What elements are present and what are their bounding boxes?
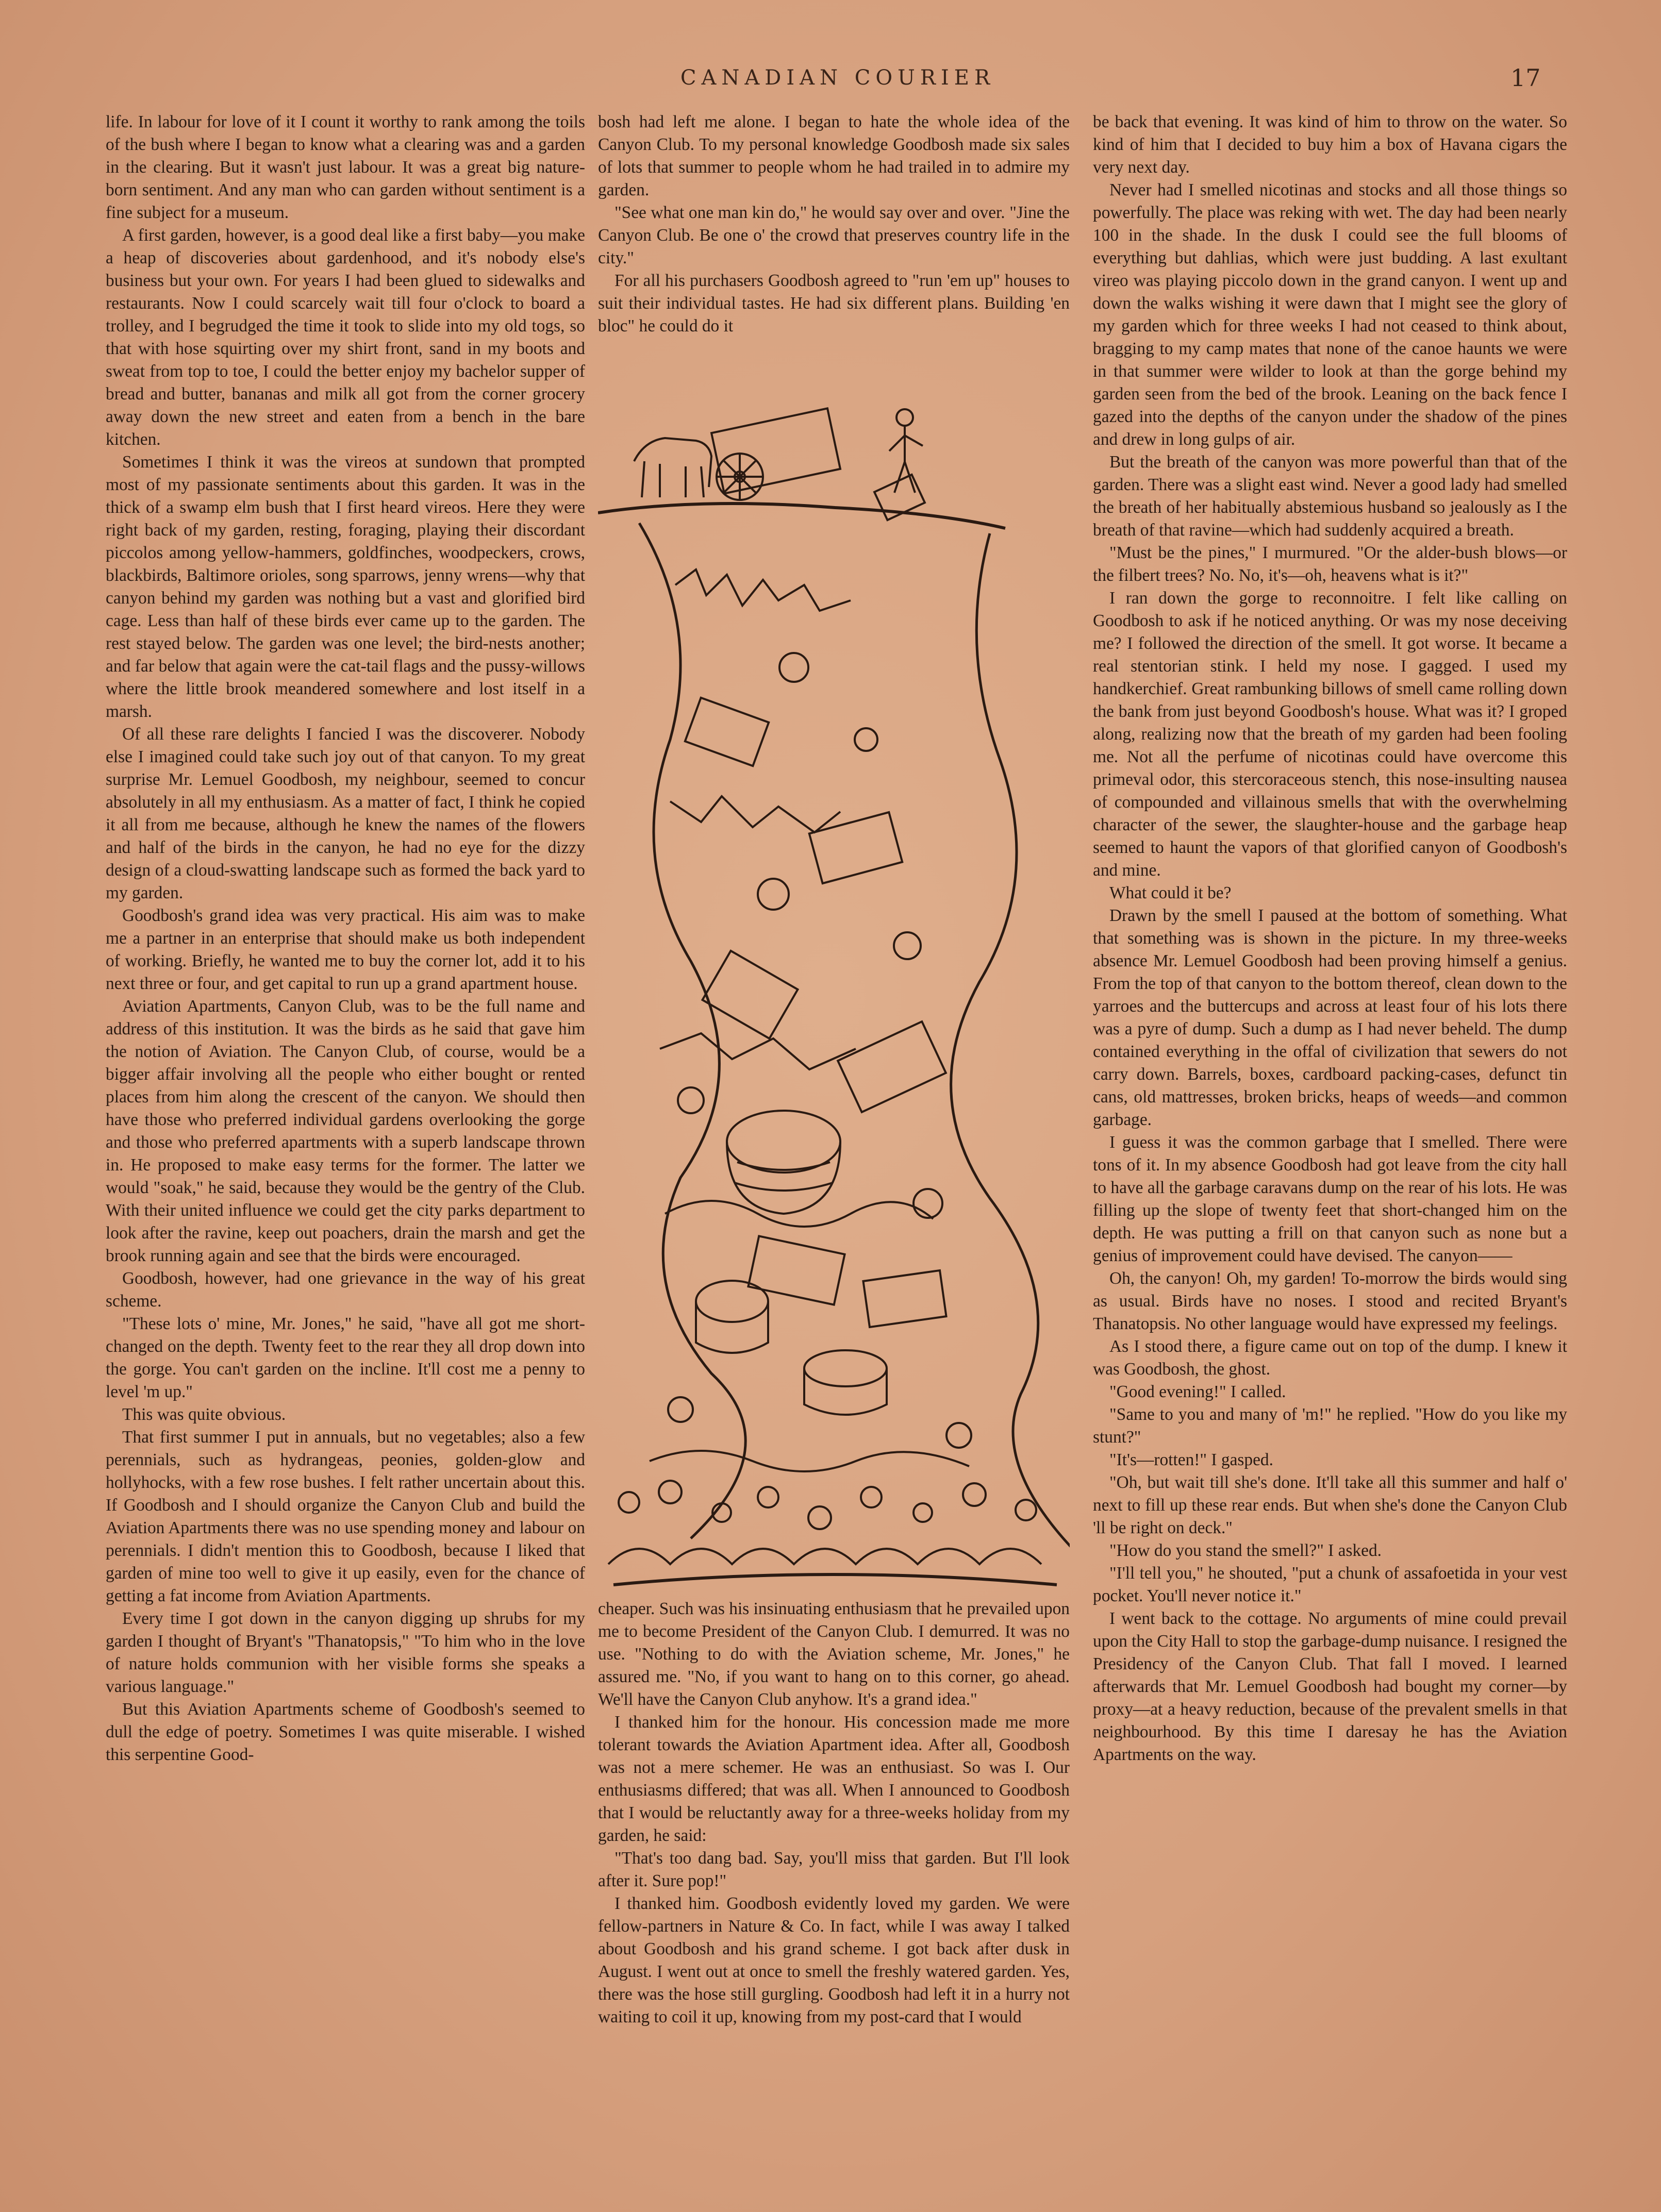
paragraph: "How do you stand the smell?" I asked. — [1109, 1541, 1382, 1560]
paragraph: Oh, the canyon! Oh, my garden! To-morrow the birds would sing as usual. Birds have no noses. I stood and recited Bryant's Thanatopsis. No other language would have expressed my feelings. — [1093, 1269, 1567, 1333]
paragraph: That first summer I put in annuals, but no vegetables; also a few perennials, such as hydrangeas, peonies, golden-glow and hollyhocks, with a few rose bushes. I felt rather uncertain about this. If Goodbosh and I should organize the Canyon Club and build the Aviation Apartments there was no use spending money and labour on perennials. I didn't mention this to Goodbosh, because I liked that garden of mine too well to give it up easily, even for the chance of getting a fat income from Aviation Apartments. — [106, 1428, 585, 1605]
paragraph: I guess it was the common garbage that I smelled. There were tons of it. In my absence Goodbosh had got leave from the city hall to have all the garbage caravans dump on the rear of his lots. He was filling up the slope of twenty feet that short-changed him on the depth. He was putting a frill on that canyon such as none but a genius of improvement could have devised. The canyon—— — [1093, 1133, 1567, 1265]
article-column-1 — [106, 111, 585, 1766]
article-column-2-top — [598, 111, 1070, 338]
paragraph: I thanked him. Goodbosh evidently loved my garden. We were fellow-partners in Nature & Co. In fact, while I was away I talked about Goodbosh and his grand scheme. I got back after dusk in August. I went out at once to smell the freshly watered garden. Yes, there was the hose still gurgling. Goodbosh had left it in a hurry not waiting to coil it up, knowing from my post-card that I would — [598, 1894, 1070, 2026]
paragraph: Every time I got down in the canyon digging up shrubs for my garden I thought of Bryant's "Thanatopsis," "To him who in the love of nature holds communion with her visible forms she speaks a various language." — [106, 1609, 585, 1696]
paragraph: A first garden, however, is a good deal like a first baby—you make a heap of discoveries about gardenhood, and it's nobody else's business but your own. For years I had been glued to sidewalks and restaurants. Now I could scarcely wait till four o'clock to board a trolley, and I begrudged the time it took to slide into my old togs, so that with hose squirting over my shirt front, sand in my boots and sweat from top to toe, I could the better enjoy my bachelor supper of bread and butter, bananas and milk all got from the corner grocery away down the new street and eaten from a bench in the bare kitchen. — [106, 226, 585, 449]
paragraph: "These lots o' mine, Mr. Jones," he said, "have all got me short-changed on the depth. Twenty feet to the rear they all drop down into the gorge. You can't garden on the incline. It'll cost me a penny to level 'm up." — [106, 1314, 585, 1401]
paragraph: But the breath of the canyon was more powerful than that of the garden. There was a slight east wind. Never a good lady had smelled the breath of her habitually abstemious husband so jealously as I the breath of that ravine—which had suddenly acquired a breath. — [1093, 453, 1567, 540]
paragraph: This was quite obvious. — [122, 1405, 286, 1424]
paragraph: "Must be the pines," I murmured. "Or the alder-bush blows—or the filbert trees? No. No, it's—oh, heavens what is it?" — [1093, 543, 1567, 585]
paragraph: Goodbosh's grand idea was very practical. His aim was to make me a partner in an enterprise that should make us both independent of working. Briefly, he wanted me to buy the corner lot, add it to his next three or four, and get capital to run up a grand apartment house. — [106, 906, 585, 993]
dump-sketch — [598, 408, 1070, 1585]
article-column-2-bottom — [598, 1598, 1070, 2029]
paragraph: But this Aviation Apartments scheme of Goodbosh's seemed to dull the edge of poetry. Sometimes I was quite miserable. I wished this serpentine Good- — [106, 1700, 585, 1764]
publication-title: CANADIAN COURIER — [680, 66, 995, 90]
garbage-dump-illustration — [598, 379, 1070, 1595]
garbage-dump-drawing — [598, 379, 1070, 1595]
paragraph: bosh had left me alone. I began to hate the whole idea of the Canyon Club. To my personal knowledge Goodbosh made six sales of lots that summer to people whom he had trailed in to admire my garden. — [598, 112, 1070, 199]
paragraph: For all his purchasers Goodbosh agreed to "run 'em up" houses to suit their individual tastes. He had six different plans. Building 'en bloc" he could do it — [598, 271, 1070, 336]
paragraph: "That's too dang bad. Say, you'll miss that garden. But I'll look after it. Sure pop!" — [598, 1849, 1070, 1890]
paragraph: As I stood there, a figure came out on top of the dump. I knew it was Goodbosh, the ghost. — [1093, 1337, 1567, 1379]
paragraph: cheaper. Such was his insinuating enthusiasm that he prevailed upon me to become President of the Canyon Club. I demurred. It was no use. "Nothing to do with the Aviation scheme, Mr. Jones," he assured me. "No, if you want to hang on to this corner, go ahead. We'll have the Canyon Club anyhow. It's a grand idea." — [598, 1599, 1070, 1709]
paragraph: "Same to you and many of 'm!" he replied. "How do you like my stunt?" — [1093, 1405, 1567, 1447]
paragraph: be back that evening. It was kind of him to throw on the water. So kind of him that I decided to buy him a box of Havana cigars the very next day. — [1093, 112, 1567, 177]
paragraph: What could it be? — [1109, 883, 1232, 902]
paragraph: Aviation Apartments, Canyon Club, was to be the full name and address of this institution. It was the birds as he said that gave him the notion of Aviation. The Canyon Club, of course, would be a bigger affair involving all the people who either bought or rented places from him along the crescent of the canyon. We should then have those who preferred individual gardens overlooking the gorge and those who preferred apartments with a superb landscape thrown in. He proposed to make easy terms for the former. The latter we would "soak," he said, because they would be the gentry of the Club. With their united influence we could get the city parks department to look after the ravine, keep out poachers, drain the marsh and get the brook running again and see that the birds were encouraged. — [106, 997, 585, 1265]
paragraph: "I'll tell you," he shouted, "put a chunk of assafoetida in your vest pocket. You'll never notice it." — [1093, 1564, 1567, 1605]
paragraph: "Oh, but wait till she's done. It'll take all this summer and half o' next to fill up these rear ends. But when she's done the Canyon Club 'll be right on deck." — [1093, 1473, 1567, 1537]
paragraph: Never had I smelled nicotinas and stocks and all those things so powerfully. The place was reking with wet. The day had been nearly 100 in the shade. In the dusk I could see the full blooms of everything but dahlias, which were just budding. A last exultant vireo was playing piccolo down in the grand canyon. I went up and down the walks wishing it were dawn that I might see the glory of my garden which for three weeks I had not ceased to think about, bragging to my camp mates that none of the canoe haunts we were in that summer were wilder to look at than the gorge behind my garden seen from the bed of the brook. Leaning on the back fence I gazed into the depths of the canyon under the shadow of the pines and drew in long gulps of air. — [1093, 180, 1567, 449]
page-header — [0, 66, 1661, 97]
flower-bed-sketch — [608, 1481, 1057, 1585]
paragraph: "It's—rotten!" I gasped. — [1109, 1450, 1273, 1469]
paragraph: Sometimes I think it was the vireos at sundown that prompted most of my passionate sentiments about this garden. It was in the thick of a swamp elm bush that I first heard vireos. Here they were right back of my garden, resting, foraging, playing their discordant piccolos among yellow-hammers, goldfinches, woodpeckers, crows, blackbirds, Baltimore orioles, song sparrows, jenny wrens—why that canyon behind my garden was nothing but a vast and glorified bird cage. Less than half of these birds ever came up to the garden. The rest stayed below. The garden was one level; the bird-nests another; and far below that again were the cat-tail flags and the pussy-willows where the little brook meandered somewhere and lost itself in a marsh. — [106, 453, 585, 721]
man-head-sketch — [896, 409, 913, 426]
paragraph: I thanked him for the honour. His concession made me more tolerant towards the Aviation Apartment idea. After all, Goodbosh was not a mere schemer. He was an enthusiast. So was I. Our enthusiasms differed; that was all. When I announced to Goodbosh that I would be reluctantly away for a three-weeks holiday from my garden, he said: — [598, 1713, 1070, 1845]
paragraph: Of all these rare delights I fancied I was the discoverer. Nobody else I imagined could take such joy out of that canyon. To my great surprise Mr. Lemuel Goodbosh, my neighbour, seemed to concur absolutely in all my enthusiasm. As a matter of fact, I think he copied it all from me because, although he knew the names of the flowers and half of the birds in the canyon, he had no eye for the dizzy design of a cloud-swatting landscape such as formed the back yard to my garden. — [106, 725, 585, 902]
paragraph: I went back to the cottage. No arguments of mine could prevail upon the City Hall to stop the garbage-dump nuisance. I resigned the Presidency of the Canyon Club. That fall I moved. I learned afterwards that Mr. Lemuel Goodbosh had bought my corner—by proxy—at a heavy reduction, because of the prevalent smells in that neighbourhood. By this time I daresay he has the Aviation Apartments on the way. — [1093, 1609, 1567, 1764]
article-column-3 — [1093, 111, 1567, 1766]
paragraph: "See what one man kin do," he would say over and over. "Jine the Canyon Club. Be one o' the crowd that preserves country life in the city." — [598, 203, 1070, 267]
page-number: 17 — [1510, 64, 1541, 92]
paragraph: Drawn by the smell I paused at the bottom of something. What that something was is shown in the picture. In my three-weeks absence Mr. Lemuel Goodbosh had been proving himself a genius. From the top of that canyon to the bottom thereof, clean down to the yarroes and the buttercups and across at least four of his lots there was a pyre of dump. Such a dump as I had never beheld. The dump contained everything in the offal of civilization that sewers do not carry down. Barrels, boxes, cardboard packing-cases, defunct tin cans, old mattresses, broken bricks, heaps of weeds—and common garbage. — [1093, 906, 1567, 1129]
paragraph: life. In labour for love of it I count it worthy to rank among the toils of the bush where I began to know what a clearing was and a garden in the clearing. But it wasn't just labour. It was a great big nature-born sentiment. And any man who can garden without sentiment is a fine subject for a museum. — [106, 112, 585, 222]
wagon-sketch — [711, 408, 840, 493]
paragraph: I ran down the gorge to reconnoitre. I felt like calling on Goodbosh to ask if he noticed anything. Or was my nose deceiving me? I followed the direction of the smell. It got worse. It became a real stentorian stink. I held my nose. I gagged. I used my handkerchief. Great rambunking billows of smell came rolling down the bank from just beyond Goodbosh's house. What was it? I groped along, realizing now that the breath of my garden had been fooling me. Not all the perfume of nicotinas could have overcome this primeval odor, this stercoraceous stench, this nose-insulting nausea of compounded and villainous smells that with the overwhelming character of the sewer, the slaughter-house and the garbage heap seemed to haunt the vapors of that glorified canyon of Goodbosh's and mine. — [1093, 589, 1567, 880]
paragraph: "Good evening!" I called. — [1109, 1382, 1286, 1401]
horse-sketch — [634, 438, 711, 497]
paragraph: Goodbosh, however, had one grievance in the way of his great scheme. — [106, 1269, 585, 1311]
